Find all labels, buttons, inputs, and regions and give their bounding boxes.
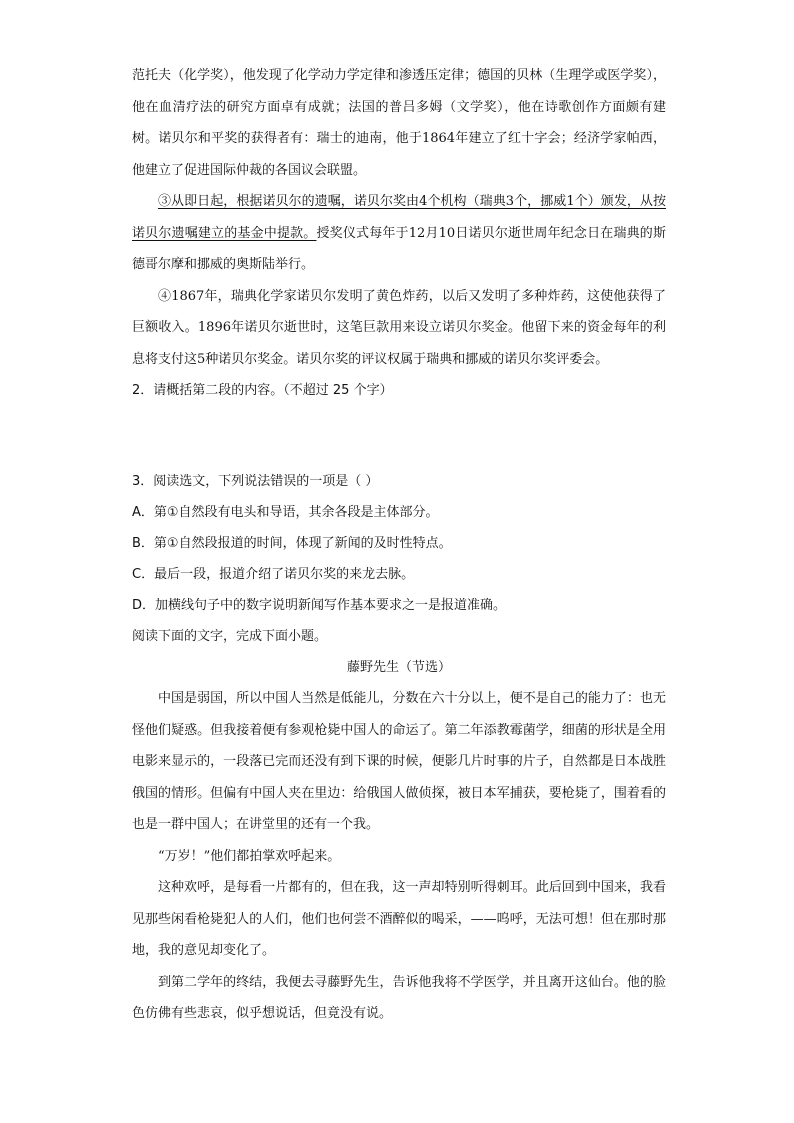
option-d: D．加横线句子中的数字说明新闻写作基本要求之一是报道准确。 (132, 598, 507, 613)
option-a: A．第①自然段有电头和导语，其余各段是主体部分。 (132, 505, 439, 520)
story-paragraph: 中国是弱国，所以中国人当然是低能儿，分数在六十分以上，便不是自己的能力了：也无怪他们疑惑。但我接着便有参观枪毙中国人的命运了。第二年添教霉菌学，细菌的形状是全用电影来显示的，一段落已完而还没有到下课的时候，便影几片时事的片子，自然都是日本战胜俄国的情形。但偏有中国人夹在里边：给俄国人做侦探，被日本军捕获，要枪毙了，围着看的也是一群中国人；在讲堂里的还有一个我。 (132, 691, 666, 832)
question-2: 2．请概括第二段的内容。（不超过 25 个字） (132, 383, 393, 398)
option-c: C．最后一段，报道介绍了诺贝尔奖的来龙去脉。 (132, 567, 415, 582)
reading-instruction: 阅读下面的文字，完成下面小题。 (132, 629, 328, 644)
document-page (132, 60, 666, 1030)
story-paragraph: “万岁！”他们都拍掌欢呼起来。 (158, 848, 341, 864)
option-b: B．第①自然段报道的时间，体现了新闻的及时性特点。 (132, 536, 452, 551)
passage-paragraph-1: 范托夫（化学奖），他发现了化学动力学定律和渗透压定律；德国的贝林（生理学或医学奖），他在血清疗法的研究方面卓有成就；法国的普吕多姆（文学奖），他在诗歌创作方面颇有建树。诺贝尔和平奖的获得者有：瑞士的迪南，他于1864年建立了红十字会；经济学家帕西，他建立了促进国际仲裁的各国议会联盟。 (132, 68, 666, 178)
story-paragraph: 到第二学年的终结，我便去寻藤野先生，告诉他我将不学医学，并且离开这仙台。他的脸色仿佛有些悲哀，似乎想说话，但竟没有说。 (132, 974, 666, 1021)
question-3-stem: 3．阅读选文，下列说法错误的一项是（ ） (132, 474, 379, 489)
passage-paragraph-3 (132, 186, 666, 281)
story-title: 藤野先生（节选） (346, 660, 451, 675)
passage-paragraph-4: ④1867年，瑞典化学家诺贝尔发明了黄色炸药，以后又发明了多种炸药，这使他获得了巨额收入。1896年诺贝尔逝世时，这笔巨款用来设立诺贝尔奖金。他留下来的资金每年的利息将支付这5种诺贝尔奖金。诺贝尔奖的评议权属于瑞典和挪威的诺贝尔奖评委会。 (132, 288, 666, 367)
story-paragraph: 这种欢呼，是每看一片都有的，但在我，这一声却特别听得刺耳。此后回到中国来，我看见那些闲看枪毙犯人的人们，他们也何尝不酒醉似的喝采，——呜呼，无法可想！但在那时那地，我的意见却变化了。 (132, 880, 666, 958)
underlined-sentence: ③从即日起，根据诺贝尔的遗嘱，诺贝尔奖由4个机构（瑞典3个，挪威1个）颁发，从按诺贝尔遗嘱建立的基金中提款。 (132, 194, 666, 241)
answer-space (132, 406, 666, 466)
paragraph-3-rest: 授奖仪式每年于12月10日诺贝尔逝世周年纪念日在瑞典的斯德哥尔摩和挪威的奥斯陆举行。 (132, 225, 666, 272)
